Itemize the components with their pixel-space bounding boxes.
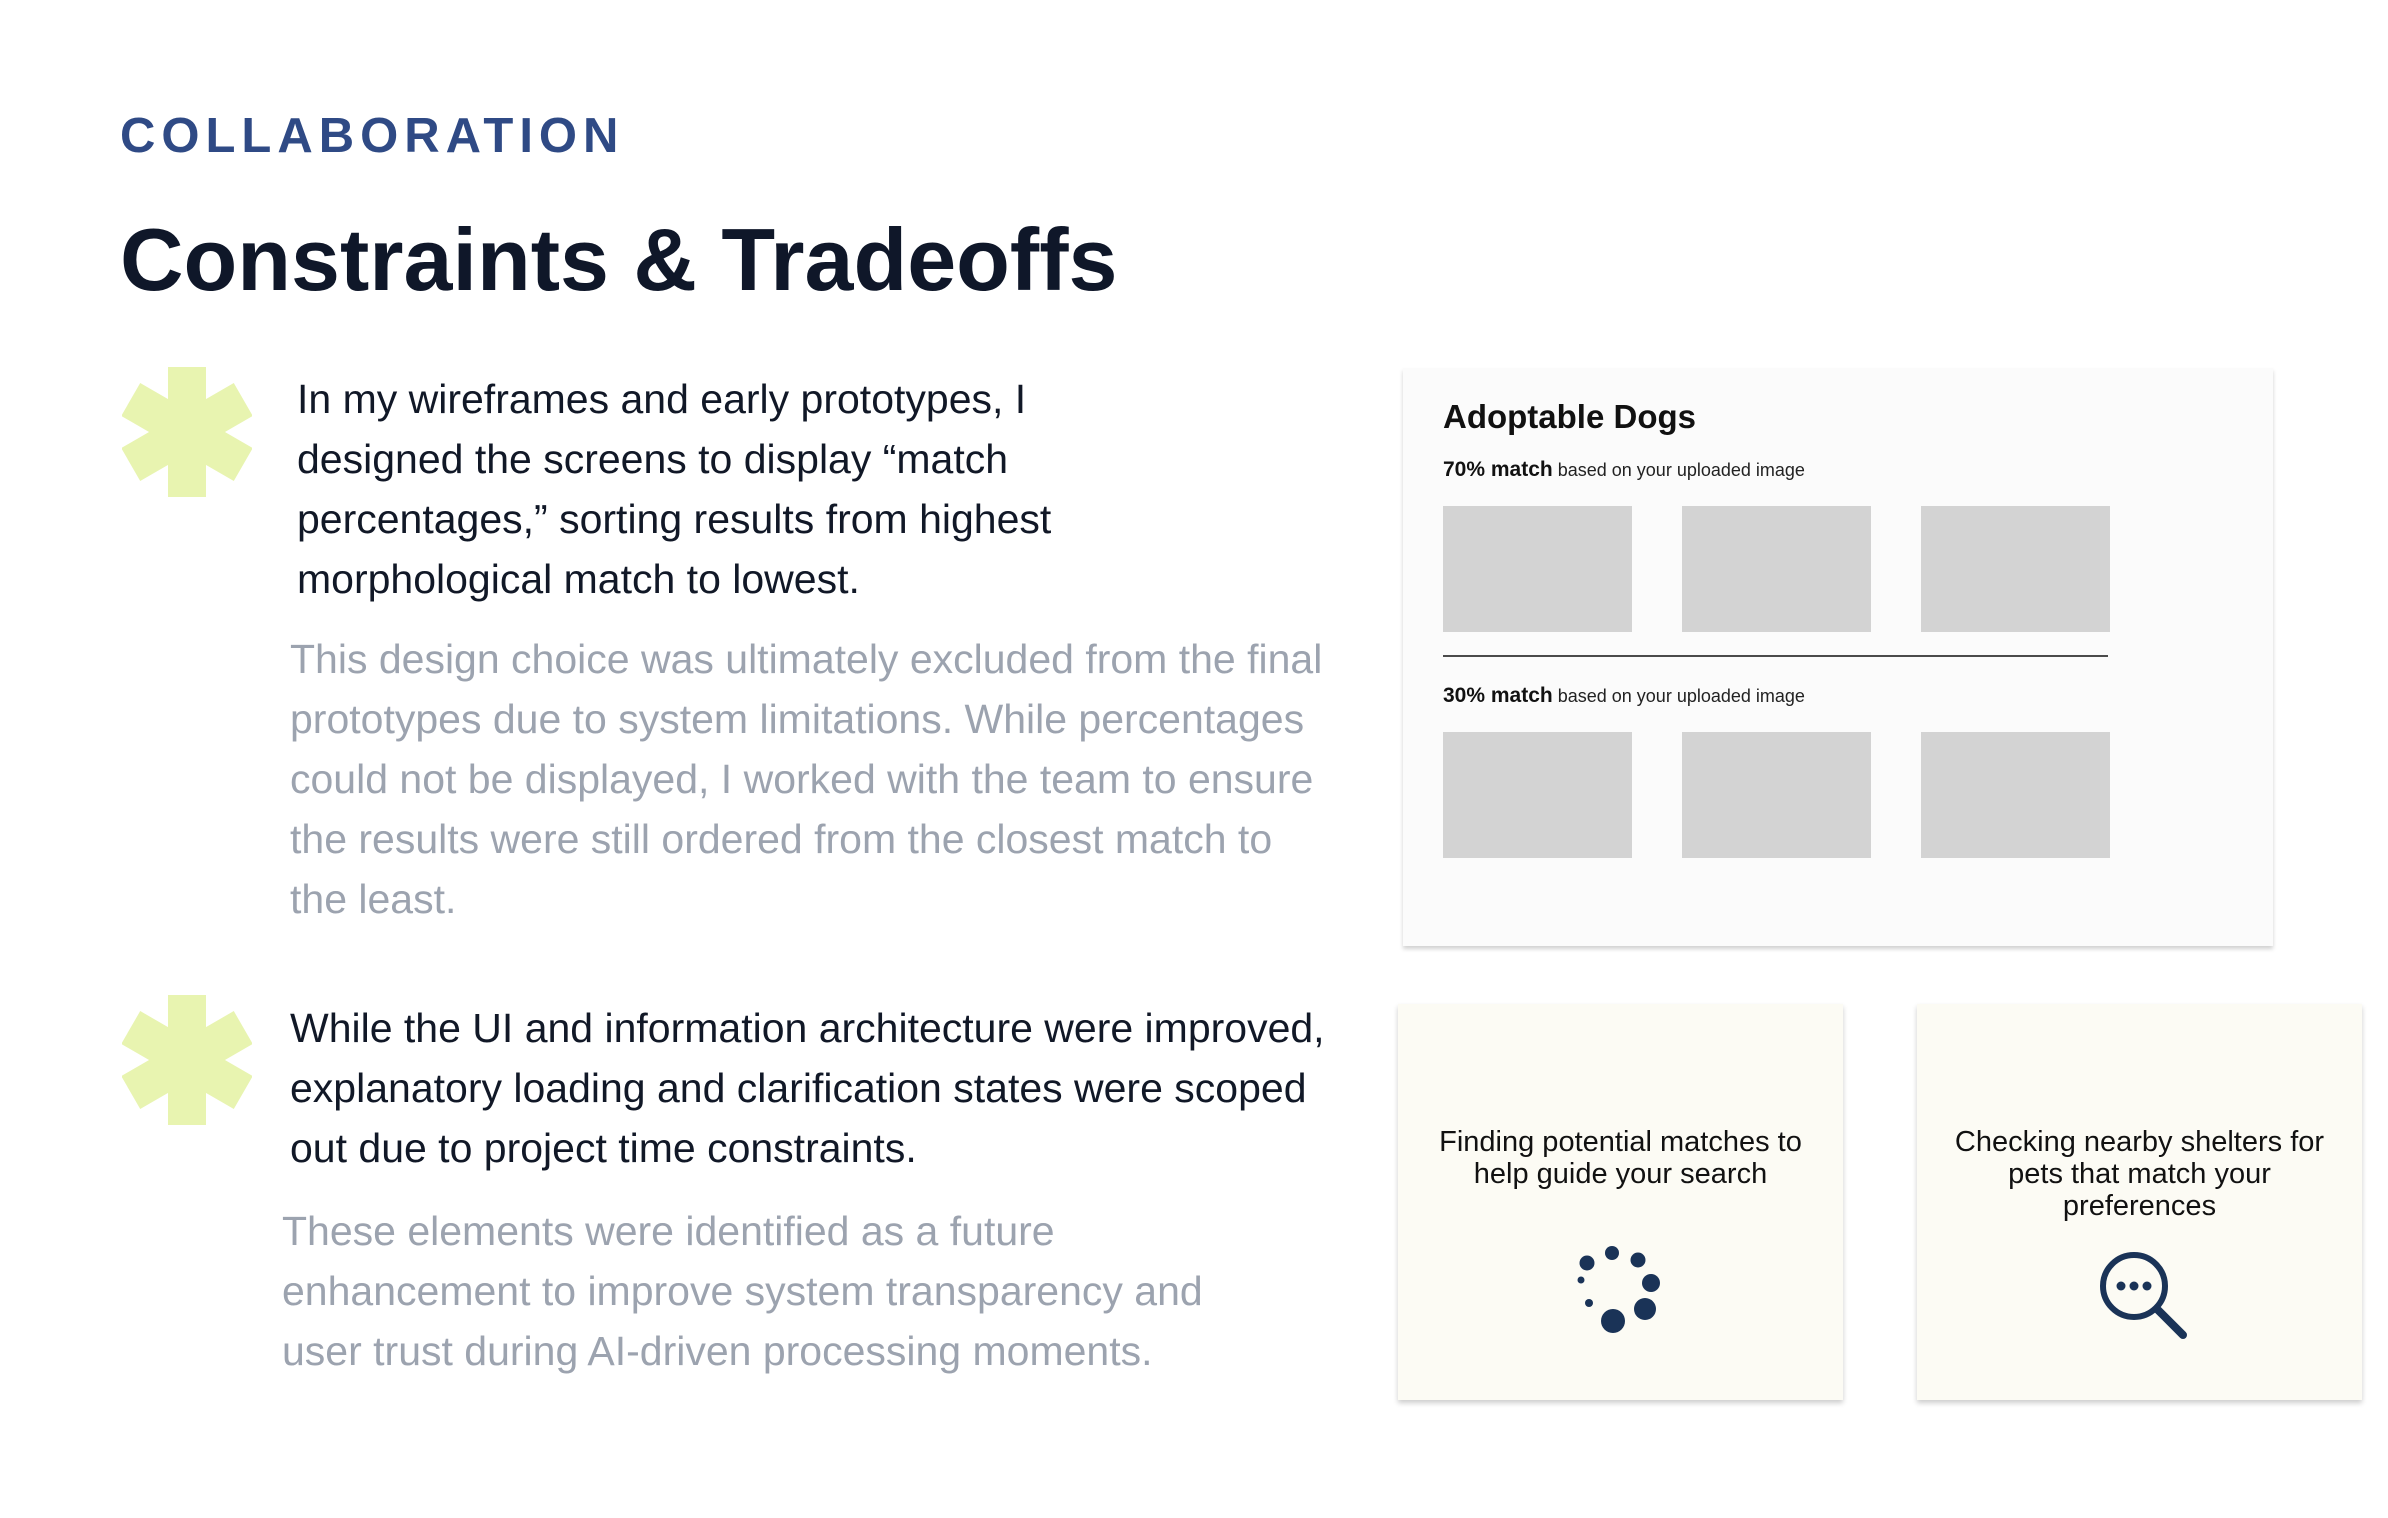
loading-state-card	[1398, 1004, 1843, 1400]
loading-state-text: Finding potential matches to help guide your search	[1439, 1126, 1802, 1190]
asterisk-icon	[122, 995, 252, 1125]
dog-photo-placeholder	[1443, 506, 1632, 632]
tradeoff-point-1: In my wireframes and early prototypes, I designed the screens to display “match percentages,” sorting results from highest morphological match to lowest.	[297, 376, 1052, 602]
search-state-text: Checking nearby shelters for pets that match your preferences	[1954, 1126, 2325, 1222]
match-caption: based on your uploaded image	[1557, 686, 1805, 706]
tradeoff-detail-1: This design choice was ultimately excluded from the final prototypes due to system limitations. While percentages could not be displayed, I worked with the team to ensure the results were still ordered from the closest match to the least.	[290, 636, 1323, 922]
match-group-label	[1443, 684, 1805, 708]
tradeoff-detail-2: These elements were identified as a future enhancement to improve system transparency and user trust during AI-driven processing moments.	[282, 1208, 1203, 1374]
dog-photo-placeholder	[1921, 506, 2110, 632]
loading-spinner-icon	[1571, 1239, 1671, 1339]
wireframe-card	[1403, 368, 2273, 946]
match-caption: based on your uploaded image	[1557, 460, 1805, 480]
wireframe-title: Adoptable Dogs	[1443, 398, 1696, 435]
match-group-label	[1443, 458, 1805, 482]
group-divider	[1443, 655, 2108, 657]
tradeoff-point-2: While the UI and information architecture were improved, explanatory loading and clarification states were scoped out due to project time constraints.	[290, 1005, 1325, 1171]
dog-photo-placeholder	[1443, 732, 1632, 858]
section-eyebrow: COLLABORATION	[120, 109, 625, 163]
page-title: Constraints & Tradeoffs	[120, 210, 1118, 309]
dog-photo-placeholder	[1682, 732, 1871, 858]
dog-photo-placeholder	[1682, 506, 1871, 632]
dog-photo-placeholder	[1921, 732, 2110, 858]
magnifier-dots-icon	[2096, 1248, 2192, 1344]
match-percent: 70% match	[1443, 458, 1553, 481]
search-state-card	[1917, 1004, 2362, 1400]
match-percent: 30% match	[1443, 684, 1553, 707]
asterisk-icon	[122, 367, 252, 497]
